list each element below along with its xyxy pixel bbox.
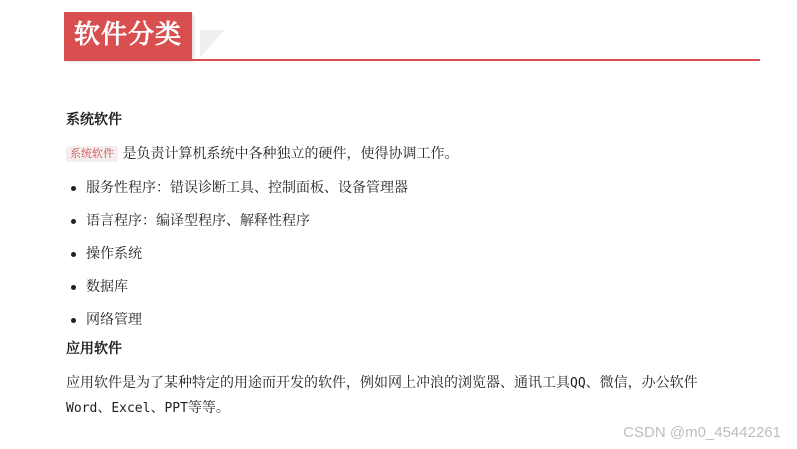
- list-item: [66, 244, 766, 277]
- watermark: CSDN @m0_45442261: [623, 424, 781, 441]
- bullet-icon: [71, 219, 76, 224]
- page-title: 软件分类: [64, 12, 192, 60]
- application-software-heading: 应用软件: [66, 341, 122, 357]
- bullet-icon: [71, 252, 76, 257]
- list-item: [66, 277, 766, 310]
- app-desc-text-3: 等等。: [187, 400, 230, 416]
- app-desc-text-2: 、微信，办公软件: [585, 375, 698, 391]
- app-desc-excel: Excel: [111, 401, 151, 416]
- title-underline: [64, 59, 760, 61]
- app-desc-word: Word: [66, 401, 98, 416]
- inline-code-tag: 系统软件: [66, 146, 118, 162]
- app-desc-text: 应用软件是为了某种特定的用途而开发的软件，例如网上冲浪的浏览器、通讯工具: [66, 375, 570, 391]
- separator: 、: [150, 400, 165, 416]
- application-software-description: [66, 371, 766, 421]
- bullet-icon: [71, 186, 76, 191]
- list-item: [66, 178, 766, 211]
- system-software-heading: 系统软件: [66, 112, 122, 128]
- list-item: [66, 310, 766, 343]
- app-desc-qq: QQ: [570, 376, 586, 391]
- list-item-text: 操作系统: [86, 246, 142, 262]
- list-item-text: 数据库: [86, 279, 128, 295]
- list-item-text: 服务性程序：错误诊断工具、控制面板、设备管理器: [86, 180, 408, 196]
- bullet-icon: [71, 285, 76, 290]
- content-body: [66, 110, 766, 421]
- list-item-text: 网络管理: [86, 312, 142, 328]
- title-decoration: [200, 30, 224, 58]
- list-item: [66, 211, 766, 244]
- system-software-text: 是负责计算机系统中各种独立的硬件，使得协调工作。: [122, 146, 459, 162]
- system-software-list: [66, 178, 766, 343]
- system-software-description: [66, 142, 766, 166]
- separator: 、: [97, 400, 112, 416]
- list-item-text: 语言程序：编译型程序、解释性程序: [86, 213, 310, 229]
- app-desc-ppt: PPT: [164, 401, 188, 416]
- bullet-icon: [71, 318, 76, 323]
